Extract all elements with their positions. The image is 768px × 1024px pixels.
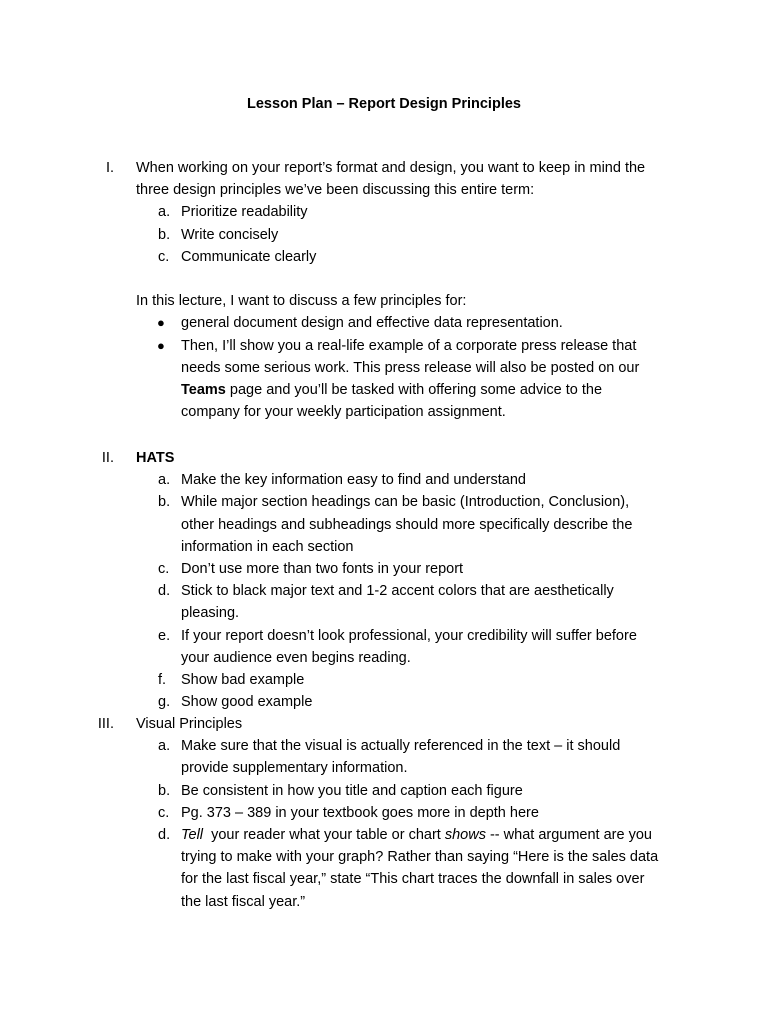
section-1-line <box>0 290 768 312</box>
bullet-icon: ● <box>157 315 165 331</box>
list-item-text: provide supplementary information. <box>181 760 408 777</box>
list-item <box>0 224 768 246</box>
section-3-numeral: III. <box>97 716 114 732</box>
list-item-text-rest: -- what argument are you <box>485 826 652 843</box>
list-marker: b. <box>158 226 171 243</box>
list-marker: c. <box>158 248 170 265</box>
bullet-item-continuation <box>0 401 768 423</box>
section-2-numeral: II. <box>101 450 114 466</box>
list-item-text: If your report doesn’t look professional, your credibility will suffer before <box>181 627 637 644</box>
list-item-continuation <box>0 868 768 890</box>
section-2-list <box>0 469 768 713</box>
list-item-text: Pg. 373 – 389 in your textbook goes more in depth here <box>181 804 539 821</box>
list-item-text: Don’t use more than two fonts in your report <box>181 560 464 577</box>
bullet-item <box>0 335 768 357</box>
section-1-numeral: I. <box>105 160 114 176</box>
list-marker: a. <box>158 738 171 755</box>
list-item-text <box>181 824 652 846</box>
section-3-heading-line <box>0 713 768 735</box>
list-item <box>0 669 768 691</box>
list-item <box>0 246 768 268</box>
list-item-text: Stick to black major text and 1-2 accent colors that are aesthetically <box>181 583 614 600</box>
list-item-continuation <box>0 647 768 669</box>
list-marker: c. <box>158 804 170 821</box>
section-1-line <box>0 179 768 201</box>
blank-line <box>0 268 768 290</box>
list-item-text: the last fiscal year.” <box>181 893 306 910</box>
list-item-text: Be consistent in how you title and caption each figure <box>181 782 523 799</box>
list-item <box>0 735 768 757</box>
list-item-text: Make sure that the visual is actually referenced in the text – it should <box>181 738 621 755</box>
list-item <box>0 625 768 647</box>
list-item-text: trying to make with your graph? Rather than saying “Here is the sales data <box>181 849 659 866</box>
list-marker: e. <box>158 627 171 644</box>
list-marker: f. <box>158 671 167 688</box>
list-marker: g. <box>158 694 171 711</box>
list-marker: a. <box>158 204 171 221</box>
list-item <box>0 469 768 491</box>
list-item-text: Make the key information easy to find and understand <box>181 472 526 489</box>
section-3 <box>0 713 768 913</box>
list-item-text: Show bad example <box>181 671 305 688</box>
section-3-list <box>0 735 768 824</box>
list-item-continuation <box>0 536 768 558</box>
bullet-text: needs some serious work. This press release will also be posted on our <box>181 359 640 376</box>
italic-shows: shows <box>444 826 486 843</box>
list-marker: d. <box>158 583 171 600</box>
bullet-item-continuation <box>0 379 768 401</box>
bullet-text <box>181 379 602 401</box>
list-item-text: your audience even begins reading. <box>181 649 411 666</box>
list-item-continuation <box>0 757 768 779</box>
list-item-text: Write concisely <box>181 226 279 243</box>
list-item-continuation <box>0 602 768 624</box>
lecture-intro: In this lecture, I want to discuss a few principles for: <box>136 293 467 310</box>
italic-tell: Tell <box>181 826 204 843</box>
list-item <box>0 580 768 602</box>
bullet-text: Then, I’ll show you a real-life example of a corporate press release that <box>181 337 637 354</box>
list-marker: c. <box>158 560 170 577</box>
list-item-text: information in each section <box>181 538 354 555</box>
section-1-intro-line-2: three design principles we’ve been discussing this entire term: <box>136 182 535 199</box>
list-item <box>0 780 768 802</box>
bullet-icon: ● <box>157 337 165 353</box>
section-1-intro-line-1: When working on your report’s format and design, you want to keep in mind the <box>136 160 646 176</box>
list-item <box>0 558 768 580</box>
list-item-text: pleasing. <box>181 605 240 622</box>
bullet-text: company for your weekly participation assignment. <box>181 404 506 421</box>
list-item-text: Show good example <box>181 694 313 711</box>
list-item <box>0 824 768 846</box>
list-marker: b. <box>158 494 171 511</box>
list-item <box>0 491 768 513</box>
list-item-text: Prioritize readability <box>181 204 308 221</box>
section-1 <box>0 157 768 423</box>
list-marker: b. <box>158 782 171 799</box>
section-2-heading: HATS <box>136 450 175 466</box>
list-item <box>0 802 768 824</box>
list-item-text: other headings and subheadings should more specifically describe the <box>181 516 633 533</box>
list-item <box>0 691 768 713</box>
list-item-text-mid: your reader what your table or chart <box>203 826 445 843</box>
document-title: Lesson Plan – Report Design Principles <box>247 96 521 112</box>
section-2 <box>0 447 768 713</box>
list-item-continuation <box>0 514 768 536</box>
section-1-line <box>0 157 768 179</box>
section-3-heading: Visual Principles <box>136 716 243 732</box>
list-marker: a. <box>158 472 171 489</box>
bullet-item <box>0 312 768 334</box>
list-item-continuation <box>0 891 768 913</box>
list-item-continuation <box>0 846 768 868</box>
list-item <box>0 201 768 223</box>
bullet-item-continuation <box>0 357 768 379</box>
list-item-text: for the last fiscal year,” state “This chart traces the downfall in sales over <box>181 871 645 888</box>
list-item-text: Communicate clearly <box>181 248 317 265</box>
teams-bold-text: Teams <box>181 381 226 398</box>
list-item-text: While major section headings can be basic (Introduction, Conclusion), <box>181 494 630 511</box>
bullet-text-rest: page and you’ll be tasked with offering some advice to the <box>225 381 603 398</box>
list-marker: d. <box>158 826 171 843</box>
section-2-heading-line <box>0 447 768 469</box>
bullet-text: general document design and effective data representation. <box>181 315 563 332</box>
